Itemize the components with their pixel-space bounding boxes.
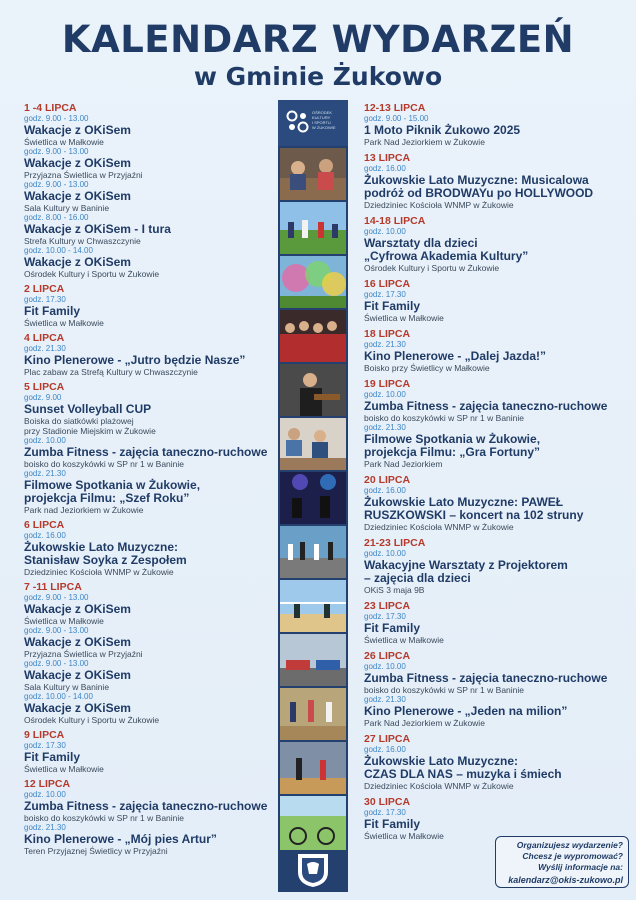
event-name: Wakacje z OKiSem [24, 123, 131, 137]
right-event-column [364, 102, 632, 841]
event-name: Zumba Fitness - zajęcia taneczno-ruchowe [24, 445, 268, 459]
event-name: Wakacje z OKiSem [24, 668, 131, 682]
event-time: godz. 10.00 [24, 436, 66, 445]
event-date: 27 LIPCA [364, 733, 411, 745]
event-name: CZAS DLA NAS – muzyka i śmiech [364, 767, 562, 781]
event-name: – zajęcia dla dzieci [364, 571, 471, 585]
photo-cars [280, 634, 346, 686]
event-name: Filmowe Spotkania w Żukowie, [24, 478, 201, 492]
event-name: Fit Family [364, 817, 421, 831]
event-place: Świetlica w Małkowie [24, 137, 104, 147]
event-time: godz. 10.00 [364, 390, 406, 399]
event-item [24, 213, 276, 246]
event-place: Świetlica w Małkowie [364, 831, 444, 841]
event-time: godz. 10.00 - 14.00 [24, 692, 93, 701]
photo-indoor-sports [280, 742, 346, 794]
event-name: Fit Family [24, 750, 81, 764]
event-place: Ośrodek Kultury i Sportu w Żukowie [364, 263, 500, 273]
event-name: Żukowskie Lato Muzyczne: Musicalowa [364, 173, 589, 187]
event-time: godz. 21.30 [24, 469, 66, 478]
event-name: Wakacje z OKiSem [24, 701, 131, 715]
event-place: Przyjazna Świetlica w Przyjaźni [24, 170, 143, 180]
photo-cycling [280, 796, 346, 850]
event-date: 26 LIPCA [364, 650, 411, 662]
event-place: boisko do koszykówki w SP nr 1 w Baninie [24, 813, 185, 823]
event-item [364, 215, 632, 273]
photo-color-festival [280, 256, 346, 308]
event-place: OKiS 3 maja 9B [364, 585, 425, 595]
event-name: Kino Plenerowe - „Jutro będzie Nasze” [24, 353, 246, 367]
event-name: Wakacje z OKiSem - I tura [24, 222, 171, 236]
event-time: godz. 9.00 - 13.00 [24, 147, 89, 156]
event-name: Wakacje z OKiSem [24, 156, 131, 170]
event-name: Wakacje z OKiSem [24, 189, 131, 203]
event-date: 19 LIPCA [364, 378, 411, 390]
event-item [24, 332, 276, 377]
event-name: Żukowskie Lato Muzyczne: [364, 754, 519, 768]
event-place: Świetlica w Małkowie [24, 318, 104, 328]
event-date: 4 LIPCA [24, 332, 65, 344]
event-item [24, 147, 276, 180]
event-place: Boiska do siatkówki plażowej [24, 416, 134, 426]
event-time: godz. 10.00 [364, 227, 406, 236]
event-item [24, 581, 276, 626]
event-time: godz. 21.30 [24, 823, 66, 832]
event-place: Dziedziniec Kościoła WNMP w Żukowie [364, 522, 514, 532]
event-name: Stanisław Soyka z Zespołem [24, 553, 187, 567]
photo-outdoor-group [280, 202, 346, 254]
event-item [364, 474, 632, 532]
event-name: Filmowe Spotkania w Żukowie, [364, 432, 541, 446]
photo-choir [280, 310, 346, 362]
event-time: godz. 17.30 [24, 741, 66, 750]
event-time: godz. 9.00 - 15.00 [364, 114, 429, 123]
event-date: 9 LIPCA [24, 729, 65, 741]
event-place: Ośrodek Kultury i Sportu w Żukowie [24, 715, 160, 725]
event-item [364, 733, 632, 791]
event-date: 1 -4 LIPCA [24, 102, 77, 114]
event-place: Przyjazna Świetlica w Przyjaźni [24, 649, 143, 659]
event-time: godz. 21.30 [24, 344, 66, 353]
okis-logo-text [312, 110, 344, 130]
event-name: projekcja Filmu: „Gra Fortuny” [364, 445, 541, 459]
event-time: godz. 10.00 [364, 662, 406, 671]
event-item [364, 600, 632, 645]
event-name: Wakacje z OKiSem [24, 602, 131, 616]
event-date: 20 LIPCA [364, 474, 411, 486]
event-time: godz. 9.00 - 13.00 [24, 593, 89, 602]
event-date: 2 LIPCA [24, 283, 65, 295]
event-place: Ośrodek Kultury i Sportu w Żukowie [24, 269, 160, 279]
event-item [24, 469, 276, 515]
page-title: KALENDARZ WYDARZEŃ [61, 18, 575, 61]
event-place: Świetlica w Małkowie [364, 635, 444, 645]
event-time: godz. 10.00 [364, 549, 406, 558]
event-place: Świetlica w Małkowie [24, 616, 104, 626]
event-time: godz. 8.00 - 16.00 [24, 213, 89, 222]
event-item [364, 102, 632, 147]
photo-children-table [280, 148, 346, 200]
event-name: RUSZKOWSKI – koncert na 102 struny [364, 508, 584, 522]
event-date: 7 -11 LIPCA [24, 581, 82, 593]
event-time: godz. 16.00 [364, 486, 406, 495]
event-place: Teren Przyjaznej Świetlicy w Przyjaźni [24, 846, 168, 856]
event-time: godz. 21.30 [364, 695, 406, 704]
okis-logo [278, 100, 348, 146]
event-name: Kino Plenerowe - „Mój pies Artur” [24, 832, 217, 846]
event-place: Świetlica w Małkowie [364, 313, 444, 323]
callout-line: Wyślij informacje na: [538, 862, 623, 872]
okis-logo-icon [286, 110, 310, 134]
callout-line: Organizujesz wydarzenie? [516, 840, 623, 850]
event-time: godz. 21.30 [364, 340, 406, 349]
event-date: 13 LIPCA [364, 152, 411, 164]
event-item [364, 328, 632, 373]
event-place: Park nad Jeziorkiem w Żukowie [24, 505, 144, 515]
photo-strip [278, 100, 348, 892]
event-name: Fit Family [364, 299, 421, 313]
event-place: Dziedziniec Kościoła WNMP w Żukowie [24, 567, 174, 577]
event-time: godz. 10.00 [24, 790, 66, 799]
event-name: Zumba Fitness - zajęcia taneczno-ruchowe [24, 799, 268, 813]
event-name: Fit Family [24, 304, 81, 318]
event-place: Dziedziniec Kościoła WNMP w Żukowie [364, 781, 514, 791]
event-place: Świetlica w Małkowie [24, 764, 104, 774]
event-date: 18 LIPCA [364, 328, 411, 340]
event-place: boisko do koszykówki w SP nr 1 w Baninie [24, 459, 185, 469]
event-name: „Cyfrowa Akademia Kultury” [364, 249, 529, 263]
event-item [24, 729, 276, 774]
event-date: 12-13 LIPCA [364, 102, 426, 114]
photo-gym [280, 688, 346, 740]
event-place: przy Stadionie Miejskim w Żukowie [24, 426, 156, 436]
event-time: godz. 16.00 [24, 531, 66, 540]
event-item [364, 152, 632, 210]
logo-line: OŚRODEK [312, 110, 333, 115]
event-item [24, 283, 276, 328]
event-time: godz. 9.00 - 13.00 [24, 659, 89, 668]
page-subtitle: w Gminie Żukowo [193, 62, 443, 91]
event-time: godz. 17.30 [364, 612, 406, 621]
event-item [24, 659, 276, 692]
event-item [24, 823, 276, 856]
event-name: projekcja Filmu: „Szef Roku” [24, 491, 190, 505]
photo-zumba [280, 526, 346, 578]
callout-line: Chcesz je wypromować? [522, 851, 623, 861]
logo-line: W ŻUKOWIE [312, 125, 336, 130]
event-item [364, 423, 632, 469]
event-item [364, 378, 632, 423]
left-event-column [24, 102, 276, 856]
event-item [24, 692, 276, 725]
event-place: Plac zabaw za Strefą Kultury w Chwaszczynie [24, 367, 198, 377]
event-time: godz. 16.00 [364, 745, 406, 754]
event-name: Fit Family [364, 621, 421, 635]
event-item [24, 381, 276, 436]
event-time: godz. 9.00 - 13.00 [24, 114, 89, 123]
event-place: Park Nad Jeziorkiem w Żukowie [364, 137, 485, 147]
event-item [24, 180, 276, 213]
event-time: godz. 21.30 [364, 423, 406, 432]
logo-line: I SPORTU [312, 120, 331, 125]
event-item [24, 102, 276, 147]
event-item [364, 537, 632, 595]
event-place: boisko do koszykówki w SP nr 1 w Baninie [364, 413, 525, 423]
event-name: Kino Plenerowe - „Jeden na milion” [364, 704, 568, 718]
event-time: godz. 9.00 - 13.00 [24, 626, 89, 635]
event-name: podróż od BRODWAYu po HOLLYWOOD [364, 186, 594, 200]
event-item [24, 778, 276, 823]
event-date: 21-23 LIPCA [364, 537, 426, 549]
event-name: 1 Moto Piknik Żukowo 2025 [364, 123, 521, 137]
event-item [24, 436, 276, 469]
photo-volleyball [280, 580, 346, 632]
promo-callout [495, 836, 629, 888]
event-place: Strefa Kultury w Chwaszczynie [24, 236, 141, 246]
event-name: Zumba Fitness - zajęcia taneczno-ruchowe [364, 671, 608, 685]
event-date: 5 LIPCA [24, 381, 65, 393]
zukowo-crest-icon [296, 852, 330, 888]
event-time: godz. 17.30 [24, 295, 66, 304]
photo-workshop [280, 418, 346, 470]
event-place: Boisko przy Świetlicy w Małkowie [364, 363, 490, 373]
event-time: godz. 10.00 - 14.00 [24, 246, 93, 255]
event-item [364, 278, 632, 323]
event-place: Park Nad Jeziorkiem w Żukowie [364, 718, 485, 728]
event-date: 12 LIPCA [24, 778, 71, 790]
event-place: Dziedziniec Kościoła WNMP w Żukowie [364, 200, 514, 210]
event-name: Wakacyjne Warsztaty z Projektorem [364, 558, 568, 572]
event-name: Wakacje z OKiSem [24, 635, 131, 649]
event-item [364, 796, 632, 841]
event-name: Warsztaty dla dzieci [364, 236, 478, 250]
photo-guitarist [280, 364, 346, 416]
event-date: 6 LIPCA [24, 519, 65, 531]
event-date: 30 LIPCA [364, 796, 411, 808]
event-date: 23 LIPCA [364, 600, 411, 612]
event-place: Sala Kultury w Baninie [24, 203, 110, 213]
event-time: godz. 17.30 [364, 290, 406, 299]
event-date: 16 LIPCA [364, 278, 411, 290]
event-item [24, 246, 276, 279]
logo-line: KULTURY [312, 115, 331, 120]
event-place: boisko do koszykówki w SP nr 1 w Baninie [364, 685, 525, 695]
event-date: 14-18 LIPCA [364, 215, 426, 227]
event-name: Żukowskie Lato Muzyczne: [24, 540, 179, 554]
event-time: godz. 17.30 [364, 808, 406, 817]
event-name: Zumba Fitness - zajęcia taneczno-ruchowe [364, 399, 608, 413]
photo-concert [280, 472, 346, 524]
event-name: Żukowskie Lato Muzyczne: PAWEŁ [364, 495, 564, 509]
event-place: Sala Kultury w Baninie [24, 682, 110, 692]
event-item [24, 519, 276, 577]
event-time: godz. 9.00 - 13.00 [24, 180, 89, 189]
event-time: godz. 16.00 [364, 164, 406, 173]
event-item [364, 695, 632, 728]
event-item [24, 626, 276, 659]
contact-email-link[interactable]: kalendarz@okis-zukowo.pl [508, 875, 623, 885]
event-time: godz. 9.00 [24, 393, 62, 402]
event-name: Sunset Volleyball CUP [24, 402, 152, 416]
event-name: Kino Plenerowe - „Dalej Jazda!” [364, 349, 547, 363]
event-place: Park Nad Jeziorkiem [364, 459, 443, 469]
event-name: Wakacje z OKiSem [24, 255, 131, 269]
event-item [364, 650, 632, 695]
